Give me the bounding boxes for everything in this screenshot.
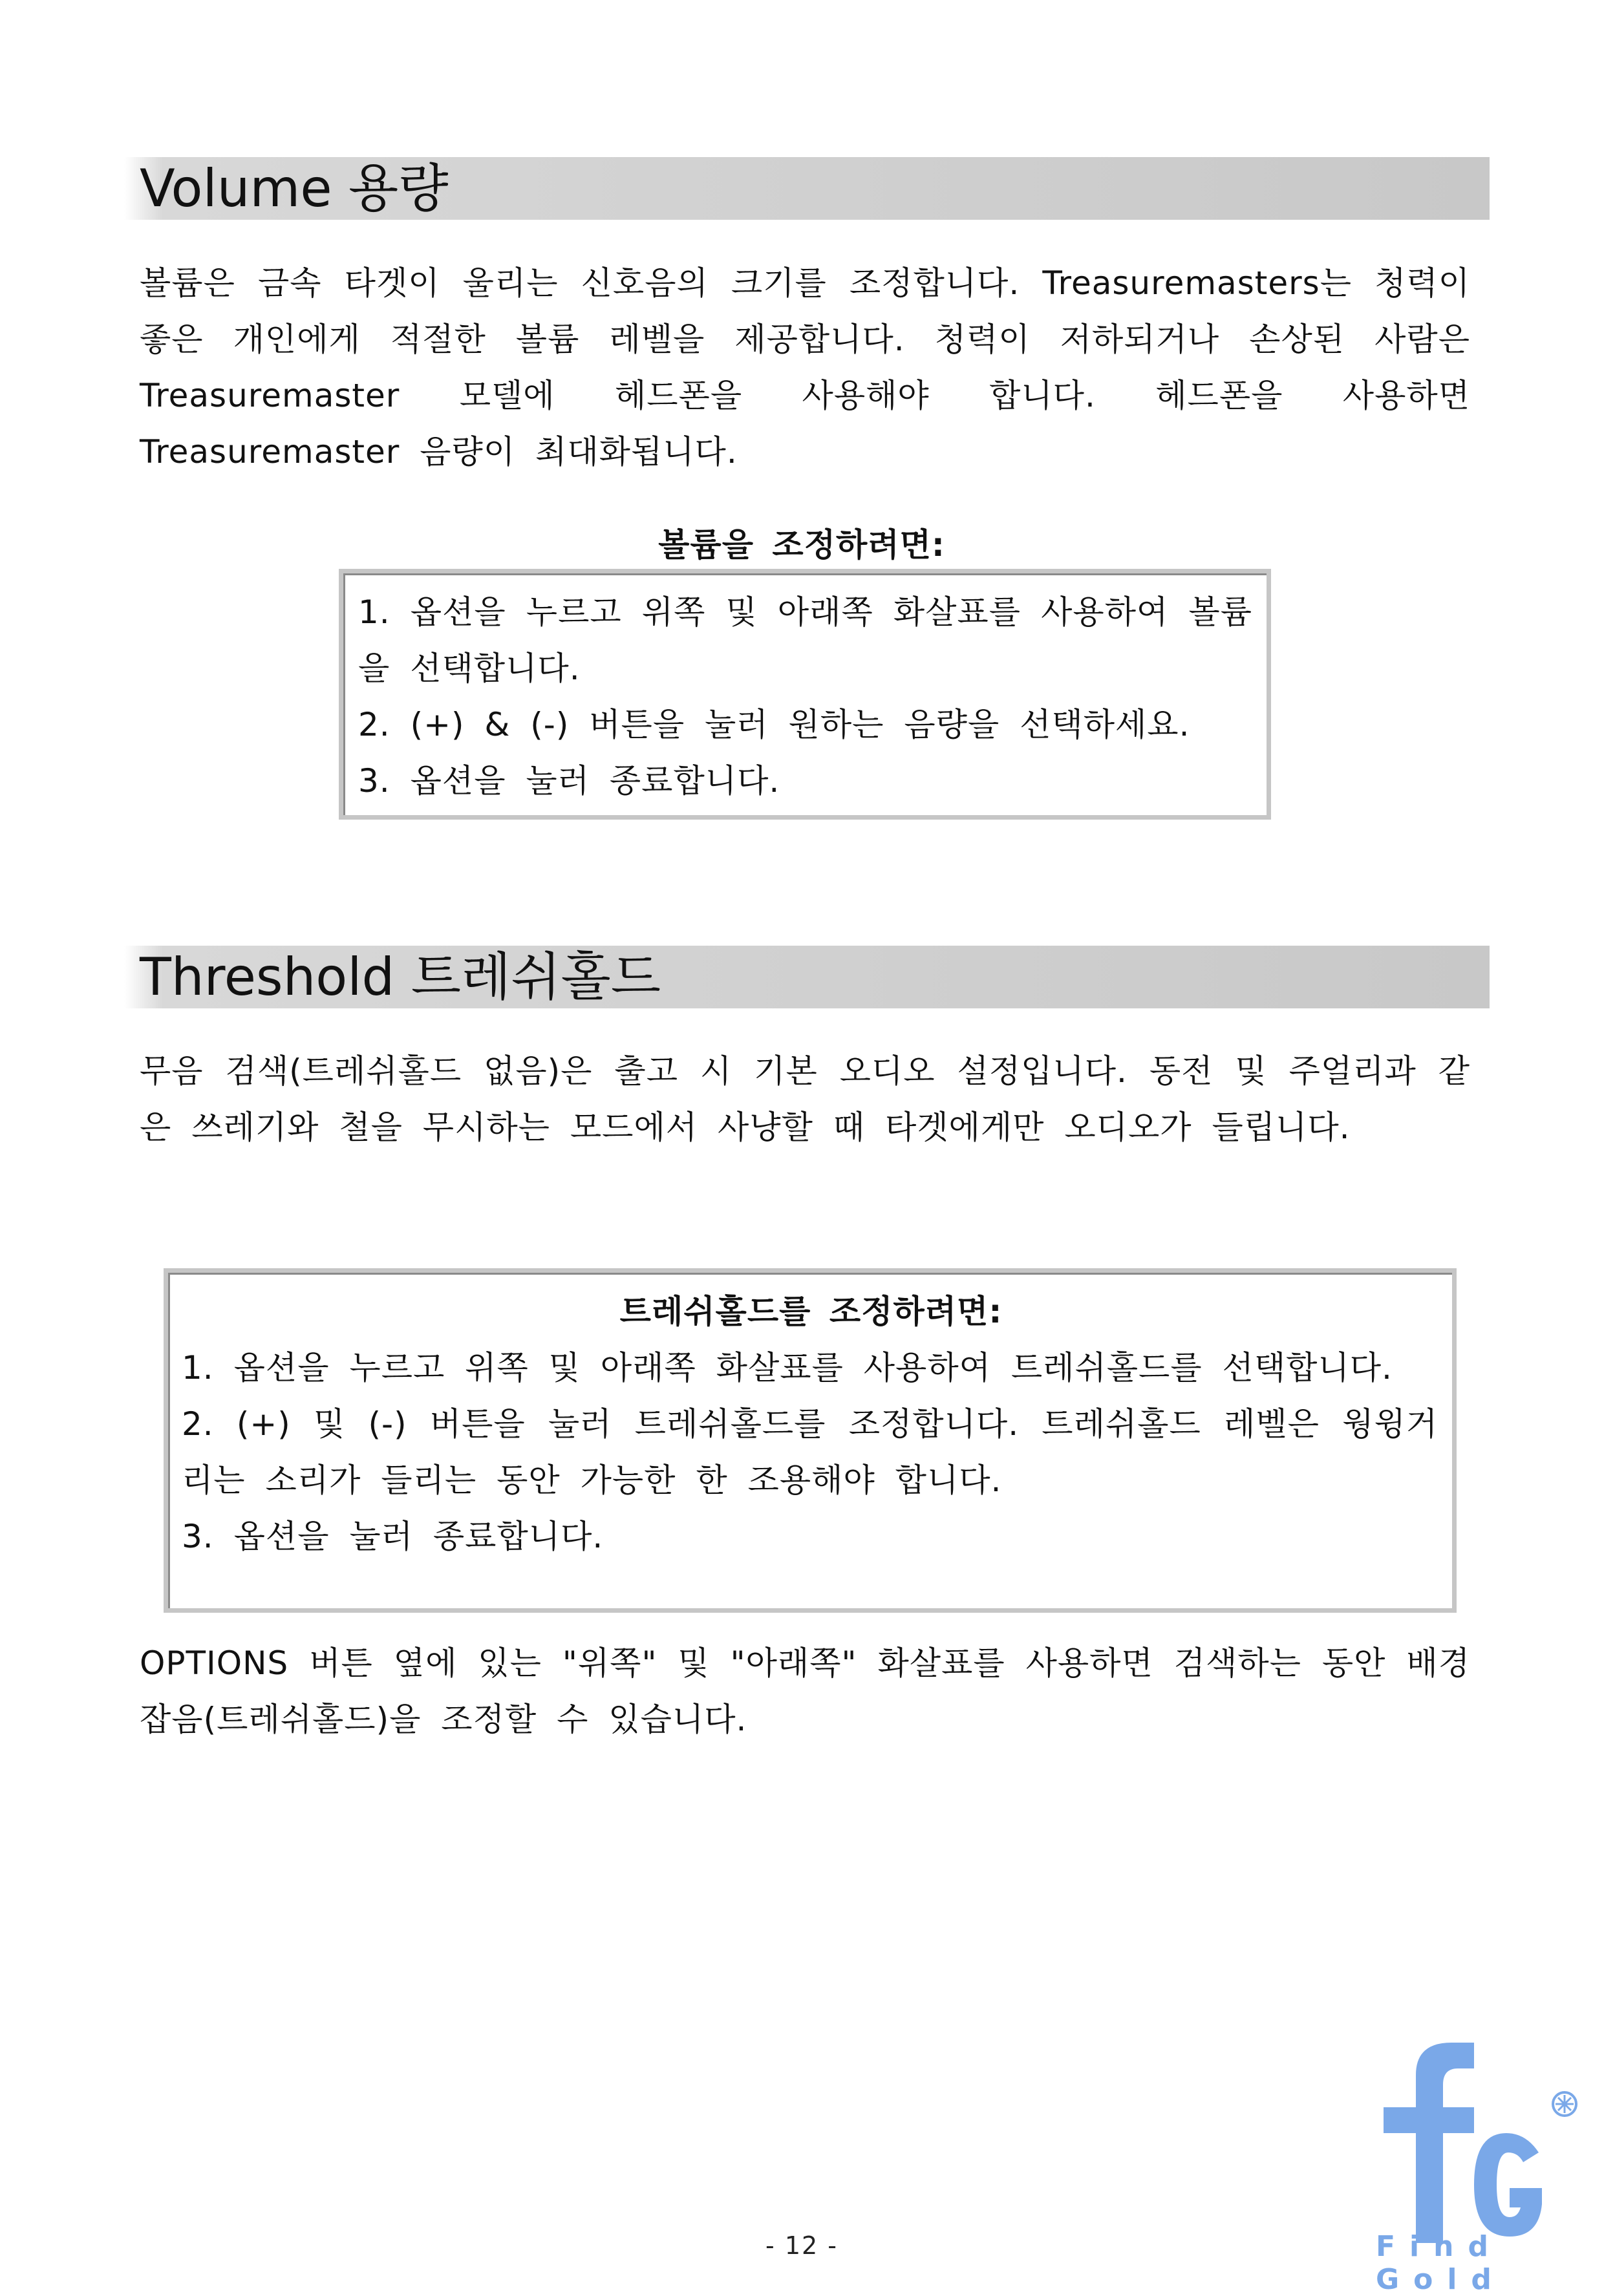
threshold-steps-box [164, 1268, 1457, 1613]
volume-box-title: 볼륨을 조정하려면: [658, 526, 945, 564]
threshold-note: OPTIONS 버튼 옆에 있는 "위쪽" 및 "아래쪽" 화살표를 사용하면 검색하는 동안 배경 잡음(트레쉬홀드)을 조정할 수 있습니다. [140, 1644, 1470, 1738]
threshold-heading: Threshold 트레쉬홀드 [140, 947, 661, 1007]
threshold-intro: 무음 검색(트레쉬홀드 없음)은 출고 시 기본 오디오 설정입니다. 동전 및 주얼리과 같은 쓰레기와 철을 무시하는 모드에서 사냥할 때 타겟에게만 오디오가 들립니다. [140, 1052, 1470, 1146]
volume-step-3: 3. 옵션을 눌러 종료합니다. [358, 762, 780, 800]
volume-step-2: 2. (+) & (-) 버튼을 눌러 원하는 음량을 선택하세요. [358, 706, 1190, 743]
threshold-section-header [124, 946, 1490, 1008]
volume-steps-box [339, 569, 1271, 820]
volume-intro: 볼륨은 금속 타겟이 울리는 신호음의 크기를 조정합니다. Treasuremasters는 청력이 좋은 개인에게 적절한 볼륨 레벨을 제공합니다. 청력이 저하되거나 손상된 사람은 Treasuremaster 모델에 헤드폰을 사용해야 합니다. 헤드폰을 사용하면 Treasuremaster 음량이 최대화됩니다. [140, 264, 1470, 471]
find-gold-logo [1377, 2030, 1590, 2262]
volume-heading: Volume 용량 [140, 158, 449, 218]
volume-section-header [124, 157, 1490, 220]
page-number: - 12 - [765, 2231, 838, 2260]
volume-step-1: 1. 옵션을 누르고 위쪽 및 아래쪽 화살표를 사용하여 볼륨을 선택합니다. [358, 593, 1252, 687]
threshold-step-1: 1. 옵션을 누르고 위쪽 및 아래쪽 화살표를 사용하여 트레쉬홀드를 선택합니다. [182, 1349, 1393, 1387]
threshold-step-3: 3. 옵션을 눌러 종료합니다. [182, 1518, 604, 1555]
threshold-step-2: 2. (+) 및 (-) 버튼을 눌러 트레쉬홀드를 조정합니다. 트레쉬홀드 레벨은 웡윙거리는 소리가 들리는 동안 가능한 한 조용해야 합니다. [182, 1405, 1438, 1499]
logo-text: Find Gold [1376, 2230, 1506, 2296]
threshold-box-title: 트레쉬홀드를 조정하려면: [619, 1293, 1003, 1330]
